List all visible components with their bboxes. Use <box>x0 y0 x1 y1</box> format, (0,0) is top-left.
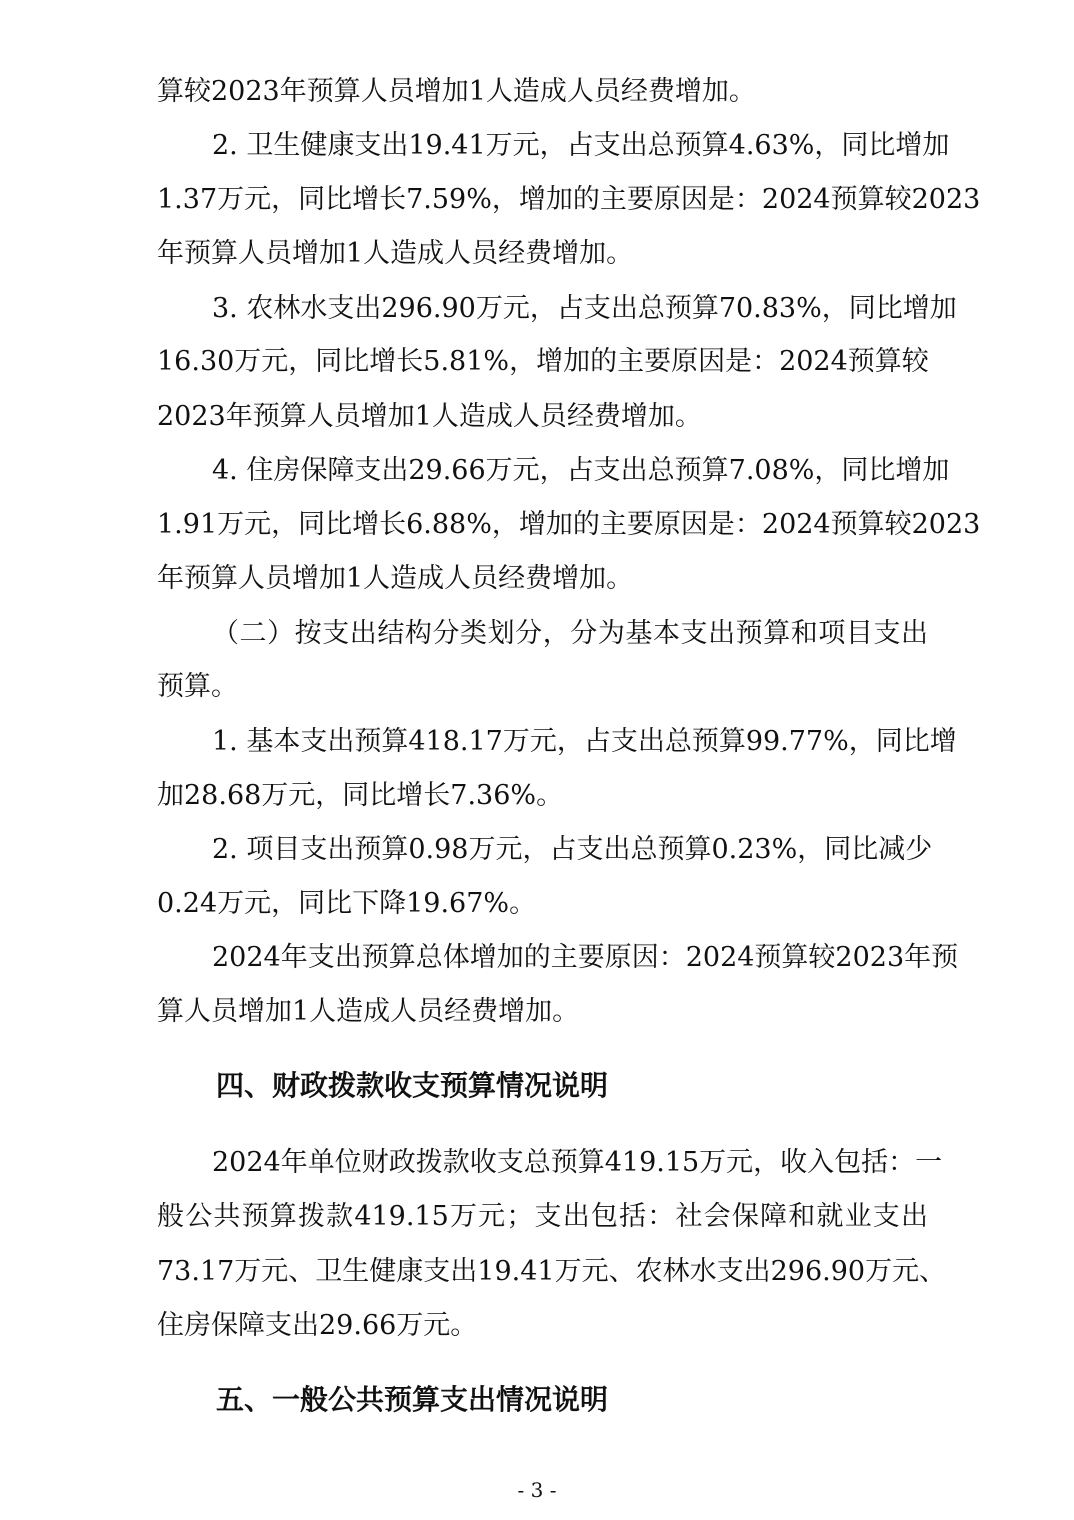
paragraph-line: 年预算人员增加1人造成人员经费增加。 <box>157 563 634 594</box>
paragraph-line: 0.24万元，同比下降19.67%。 <box>157 888 537 919</box>
paragraph-line: 2. 项目支出预算0.98万元，占支出总预算0.23%，同比减少 <box>212 834 933 865</box>
paragraph-line: 2024年单位财政拨款收支总预算419.15万元，收入包括：一 <box>212 1147 943 1178</box>
subsection-line: 预算。 <box>157 671 238 702</box>
paragraph-line: 73.17万元、卫生健康支出19.41万元、农林水支出296.90万元、 <box>157 1256 947 1287</box>
paragraph-line: 16.30万元，同比增长5.81%，增加的主要原因是：2024预算较 <box>157 346 929 377</box>
paragraph-line: 年预算人员增加1人造成人员经费增加。 <box>157 238 634 269</box>
paragraph-line: 1. 基本支出预算418.17万元，占支出总预算99.77%，同比增 <box>212 726 957 757</box>
paragraph-line: 3. 农林水支出296.90万元，占支出总预算70.83%，同比增加 <box>212 293 957 324</box>
paragraph-line: 4. 住房保障支出29.66万元，占支出总预算7.08%，同比增加 <box>212 455 950 486</box>
paragraph-line: 1.37万元，同比增长7.59%，增加的主要原因是：2024预算较2023 <box>157 184 981 215</box>
section-heading: 五、一般公共预算支出情况说明 <box>216 1383 609 1416</box>
section-heading: 四、财政拨款收支预算情况说明 <box>216 1069 609 1102</box>
paragraph-line: 算人员增加1人造成人员经费增加。 <box>157 996 580 1027</box>
paragraph-line: 2023年预算人员增加1人造成人员经费增加。 <box>157 401 702 432</box>
paragraph-line: 般公共预算拨款419.15万元；支出包括：社会保障和就业支出 <box>157 1201 928 1232</box>
paragraph-line: 2024年支出预算总体增加的主要原因：2024预算较2023年预 <box>212 942 959 973</box>
paragraph-line: 加28.68万元，同比增长7.36%。 <box>157 780 564 811</box>
paragraph-line: 1.91万元，同比增长6.88%，增加的主要原因是：2024预算较2023 <box>157 509 981 540</box>
paragraph-line: 住房保障支出29.66万元。 <box>157 1310 478 1341</box>
paragraph-line: 算较2023年预算人员增加1人造成人员经费增加。 <box>157 76 756 107</box>
page-number: - 3 - <box>517 1478 557 1502</box>
subsection-line: （二）按支出结构分类划分，分为基本支出预算和项目支出 <box>212 618 928 649</box>
paragraph-line: 2. 卫生健康支出19.41万元，占支出总预算4.63%，同比增加 <box>212 130 950 161</box>
